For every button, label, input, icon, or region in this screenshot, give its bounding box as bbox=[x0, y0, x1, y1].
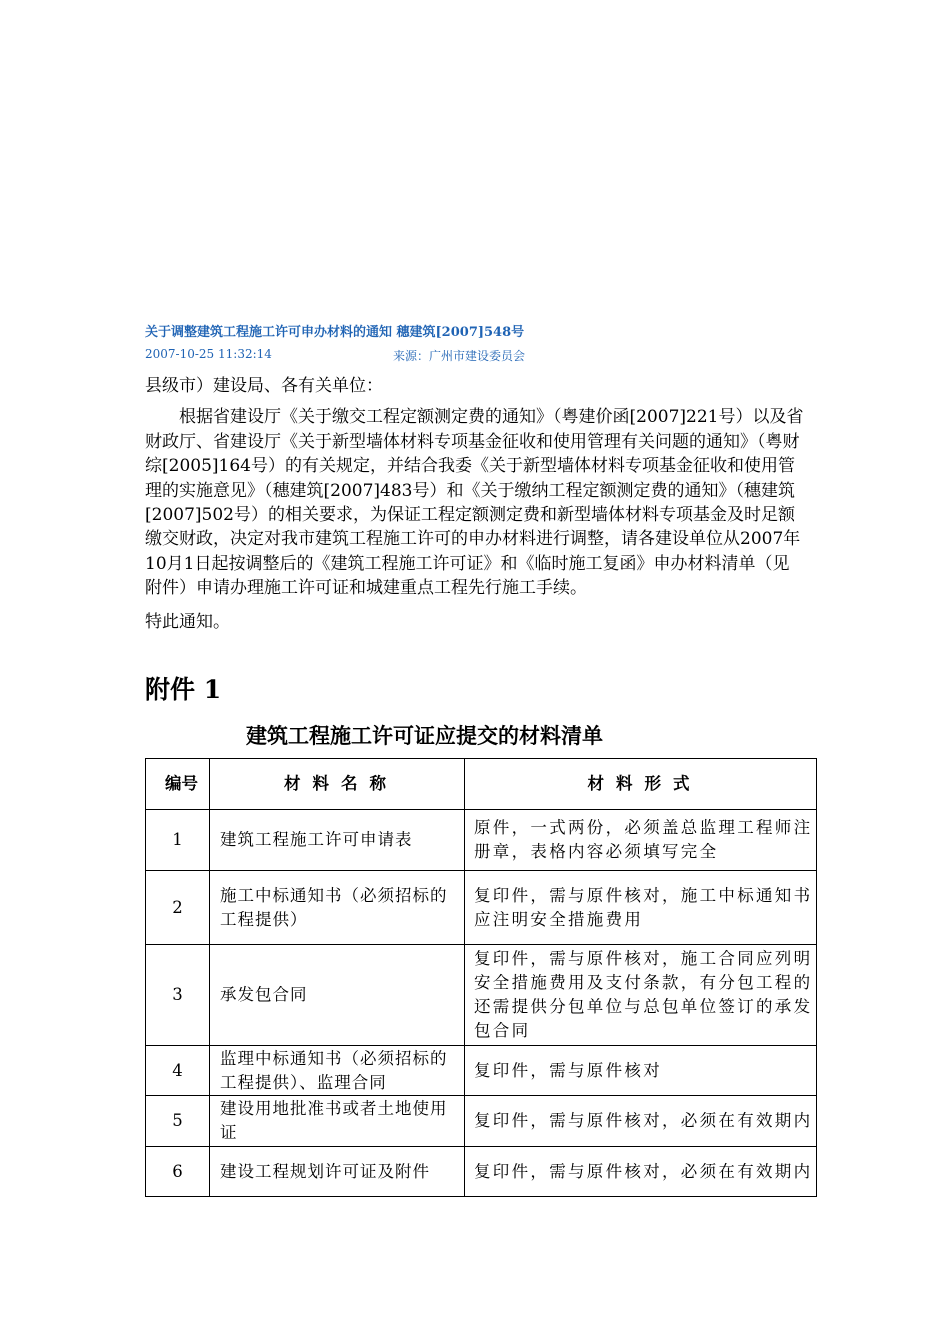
table-row bbox=[146, 1147, 817, 1197]
table-row bbox=[146, 1096, 817, 1147]
table-header-row bbox=[146, 759, 817, 810]
row-material-form: 原件，一式两份，必须盖总监理工程师注册章，表格内容必须填写完全 bbox=[465, 810, 817, 871]
salutation: 县级市）建设局、各有关单位： bbox=[145, 376, 383, 396]
row-material-name: 监理中标通知书（必须招标的工程提供）、监理合同 bbox=[210, 1046, 465, 1096]
row-number: 3 bbox=[146, 945, 210, 1046]
materials-table bbox=[145, 758, 817, 1197]
row-material-form: 复印件，需与原件核对，必须在有效期内 bbox=[465, 1147, 817, 1197]
row-material-name: 承发包合同 bbox=[210, 945, 465, 1046]
row-material-name: 建筑工程施工许可申请表 bbox=[210, 810, 465, 871]
table-title: 建筑工程施工许可证应提交的材料清单 bbox=[246, 723, 603, 748]
row-number: 1 bbox=[146, 810, 210, 871]
row-material-name: 建设用地批准书或者土地使用证 bbox=[210, 1096, 465, 1147]
row-material-name: 建设工程规划许可证及附件 bbox=[210, 1147, 465, 1197]
row-number: 6 bbox=[146, 1147, 210, 1197]
table-row bbox=[146, 1046, 817, 1096]
table-row bbox=[146, 871, 817, 945]
row-number: 2 bbox=[146, 871, 210, 945]
table-row bbox=[146, 945, 817, 1046]
row-number: 5 bbox=[146, 1096, 210, 1147]
notice-meta bbox=[145, 347, 526, 363]
header-material-name: 材料名称 bbox=[210, 759, 465, 810]
body-paragraph: 根据省建设厅《关于缴交工程定额测定费的通知》（粤建价函[2007]221号）以及省财政厅、省建设厅《关于新型墙体材料专项基金征收和使用管理有关问题的通知》（粤财综[2005]164号）的有关规定，并结合我委《关于新型墙体材料专项基金征收和使用管理的实施意见》（穗建筑[2007]483号）和《关于缴纳工程定额测定费的通知》（穗建筑[2007]502号）的相关要求，为保证工程定额测定费和新型墙体材料专项基金及时足额缴交财政，决定对我市建筑工程施工许可的申办材料进行调整，请各建设单位从2007年10月1日起按调整后的《建筑工程施工许可证》和《临时施工复函》申办材料清单（见附件）申请办理施工许可证和城建重点工程先行施工手续。 bbox=[145, 407, 804, 599]
row-material-name: 施工中标通知书（必须招标的工程提供） bbox=[210, 871, 465, 945]
row-number: 4 bbox=[146, 1046, 210, 1096]
attachment-heading: 附件 1 bbox=[145, 675, 222, 704]
header-number: 编号 bbox=[146, 759, 210, 810]
notice-body bbox=[145, 374, 805, 634]
notice-title[interactable]: 关于调整建筑工程施工许可申办材料的通知 穗建筑[2007]548号 bbox=[145, 325, 525, 340]
notice-source: 来源：广州市建设委员会 bbox=[393, 349, 526, 363]
row-material-form: 复印件，需与原件核对，施工合同应列明安全措施费用及支付条款，有分包工程的还需提供分包单位与总包单位签订的承发包合同 bbox=[465, 945, 817, 1046]
closing-line: 特此通知。 bbox=[145, 611, 230, 632]
table-row bbox=[146, 810, 817, 871]
header-material-form: 材料形式 bbox=[465, 759, 817, 810]
row-material-form: 复印件，需与原件核对 bbox=[465, 1046, 817, 1096]
row-material-form: 复印件，需与原件核对，必须在有效期内 bbox=[465, 1096, 817, 1147]
row-material-form: 复印件，需与原件核对，施工中标通知书应注明安全措施费用 bbox=[465, 871, 817, 945]
notice-datetime: 2007-10-25 11:32:14 bbox=[145, 347, 272, 361]
